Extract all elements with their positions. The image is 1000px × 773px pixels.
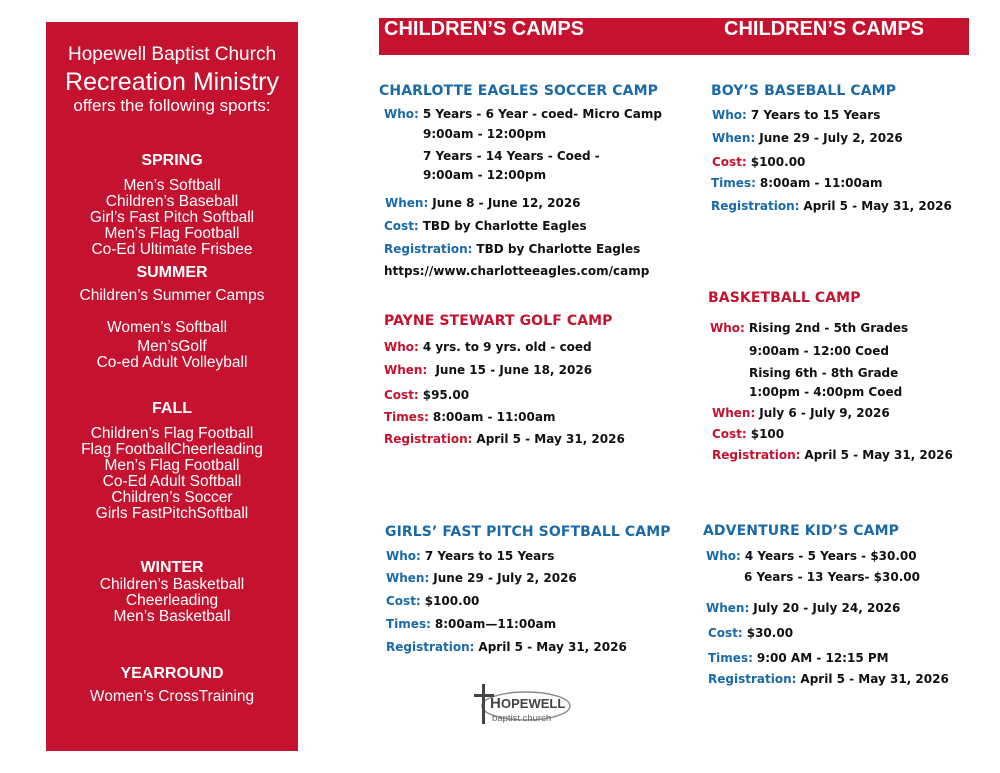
times-value: 8:00am - 11:00am xyxy=(432,410,556,424)
hopewell-logo-graphic xyxy=(466,680,576,736)
sport-item: Cheerleading xyxy=(125,592,219,609)
who-label: Who: xyxy=(706,549,741,563)
times-value: 9:00 AM - 12:15 PM xyxy=(756,651,889,665)
sport-item: Children’s Flag Football xyxy=(90,425,254,442)
registration-label: Registration: xyxy=(708,672,797,686)
when-value: June 29 - July 2, 2026 xyxy=(433,571,577,585)
who-value: 9:00am - 12:00pm xyxy=(423,127,547,141)
registration-label: Registration: xyxy=(711,199,800,213)
cost-value: TBD by Charlotte Eagles xyxy=(422,219,587,233)
who-value: 6 Years - 13 Years- $30.00 xyxy=(744,570,920,584)
registration-label: Registration: xyxy=(384,242,473,256)
who-value: 9:00am - 12:00 Coed xyxy=(749,344,889,358)
sport-item: Women’s Softball xyxy=(106,319,228,336)
sport-item: Men’s Flag Football xyxy=(104,225,240,242)
cost-value: $100.00 xyxy=(424,594,480,608)
sport-item: Women’s CrossTraining xyxy=(89,688,255,705)
when-label: When: xyxy=(384,363,428,377)
times-value: 8:00am—11:00am xyxy=(434,617,557,631)
cost-value: $100 xyxy=(750,427,785,441)
logo-subtitle: baptist church xyxy=(492,713,552,724)
sport-item: Co-Ed Ultimate Frisbee xyxy=(91,241,253,258)
registration-value: April 5 - May 31, 2026 xyxy=(476,432,625,446)
registration-value: April 5 - May 31, 2026 xyxy=(804,448,953,462)
camp-title: CHARLOTTE EAGLES SOCCER CAMP xyxy=(379,83,658,99)
times-label: Times: xyxy=(708,651,753,665)
when-value: July 20 - July 24, 2026 xyxy=(753,601,901,615)
camp-title: BOY’S BASEBALL CAMP xyxy=(711,83,897,99)
camp-url[interactable]: https://www.charlotteeagles.com/camp xyxy=(384,264,650,278)
cost-label: Cost: xyxy=(712,155,747,169)
who-value: 4 Years - 5 Years - $30.00 xyxy=(744,549,917,563)
sport-item: Men’sGolf xyxy=(137,338,207,355)
cost-label: Cost: xyxy=(384,388,419,402)
camp-title: GIRLS’ FAST PITCH SOFTBALL CAMP xyxy=(385,524,671,540)
who-value: 7 Years to 15 Years xyxy=(750,108,881,122)
when-label: When: xyxy=(712,406,756,420)
who-label: Who: xyxy=(384,340,419,354)
cost-label: Cost: xyxy=(384,219,419,233)
hopewell-logo xyxy=(466,680,576,736)
cost-value: $95.00 xyxy=(422,388,470,402)
camp-title: PAYNE STEWART GOLF CAMP xyxy=(384,313,613,329)
registration-label: Registration: xyxy=(712,448,801,462)
sport-item: Flag FootballCheerleading xyxy=(81,441,263,458)
logo-cross-post xyxy=(482,684,485,724)
fall-section xyxy=(46,400,298,522)
cost-label: Cost: xyxy=(708,626,743,640)
ministry-subtitle: offers the following sports: xyxy=(73,96,271,115)
when-label: When: xyxy=(706,601,750,615)
times-label: Times: xyxy=(384,410,429,424)
registration-value: TBD by Charlotte Eagles xyxy=(476,242,641,256)
who-value: 7 Years to 15 Years xyxy=(424,549,555,563)
sports-sidebar xyxy=(46,22,298,751)
who-value: Rising 2nd - 5th Grades xyxy=(748,321,909,335)
sport-item: Girls FastPitchSoftball xyxy=(95,505,249,522)
times-label: Times: xyxy=(386,617,431,631)
yearround-section xyxy=(46,665,298,705)
when-label: When: xyxy=(712,131,756,145)
when-value: June 15 - June 18, 2026 xyxy=(431,363,593,377)
winter-heading: WINTER xyxy=(140,559,204,576)
cost-label: Cost: xyxy=(712,427,747,441)
summer-section xyxy=(46,264,298,371)
sport-item: Children’s Summer Camps xyxy=(79,287,265,304)
who-label: Who: xyxy=(386,549,421,563)
registration-value: April 5 - May 31, 2026 xyxy=(800,672,949,686)
who-value: 7 Years - 14 Years - Coed - xyxy=(423,149,600,163)
registration-label: Registration: xyxy=(384,432,473,446)
when-label: When: xyxy=(386,571,430,585)
who-value: 9:00am - 12:00pm xyxy=(423,168,547,182)
registration-label: Registration: xyxy=(386,640,475,654)
cost-value: $30.00 xyxy=(746,626,794,640)
banner-title-left: CHILDREN’S CAMPS xyxy=(384,18,585,40)
camp-title: BASKETBALL CAMP xyxy=(708,290,861,306)
registration-value: April 5 - May 31, 2026 xyxy=(803,199,952,213)
sport-item: Men’s Softball xyxy=(123,177,221,194)
times-label: Times: xyxy=(711,176,756,190)
sport-item: Children’s Baseball xyxy=(105,193,239,210)
winter-section xyxy=(46,559,298,625)
yearround-heading: YEARROUND xyxy=(120,665,224,682)
sport-item: Co-Ed Adult Softball xyxy=(102,473,242,490)
spring-section xyxy=(46,152,298,258)
who-label: Who: xyxy=(710,321,745,335)
cost-label: Cost: xyxy=(386,594,421,608)
logo-initial: H xyxy=(490,695,501,712)
who-value: 5 Years - 6 Year - coed- Micro Camp xyxy=(422,107,662,121)
camp-title: ADVENTURE KID’S CAMP xyxy=(703,523,899,539)
sport-item: Girl’s Fast Pitch Softball xyxy=(89,209,255,226)
who-value: Rising 6th - 8th Grade xyxy=(749,366,899,380)
registration-value: April 5 - May 31, 2026 xyxy=(478,640,627,654)
who-value: 4 yrs. to 9 yrs. old - coed xyxy=(422,340,592,354)
ministry-title: Recreation Ministry xyxy=(65,68,279,96)
sport-item: Co-ed Adult Volleyball xyxy=(96,354,248,371)
church-name: Hopewell Baptist Church xyxy=(67,44,277,65)
when-value: June 8 - June 12, 2026 xyxy=(432,196,581,210)
cost-value: $100.00 xyxy=(750,155,806,169)
logo-name: OPEWELL xyxy=(501,696,566,711)
sport-item: Men’s Basketball xyxy=(113,608,231,625)
banner-title-right: CHILDREN’S CAMPS xyxy=(724,18,925,40)
when-label: When: xyxy=(385,196,429,210)
times-value: 8:00am - 11:00am xyxy=(759,176,883,190)
children-camps-banner xyxy=(379,18,969,55)
who-label: Who: xyxy=(384,107,419,121)
spring-heading: SPRING xyxy=(141,152,203,169)
when-value: July 6 - July 9, 2026 xyxy=(759,406,890,420)
sport-item: Men’s Flag Football xyxy=(104,457,240,474)
when-value: June 29 - July 2, 2026 xyxy=(759,131,903,145)
sport-item: Children’s Soccer xyxy=(111,489,233,506)
who-label: Who: xyxy=(712,108,747,122)
sport-item: Children’s Basketball xyxy=(99,576,245,593)
summer-heading: SUMMER xyxy=(136,264,208,281)
who-value: 1:00pm - 4:00pm Coed xyxy=(749,385,903,399)
fall-heading: FALL xyxy=(152,400,192,417)
